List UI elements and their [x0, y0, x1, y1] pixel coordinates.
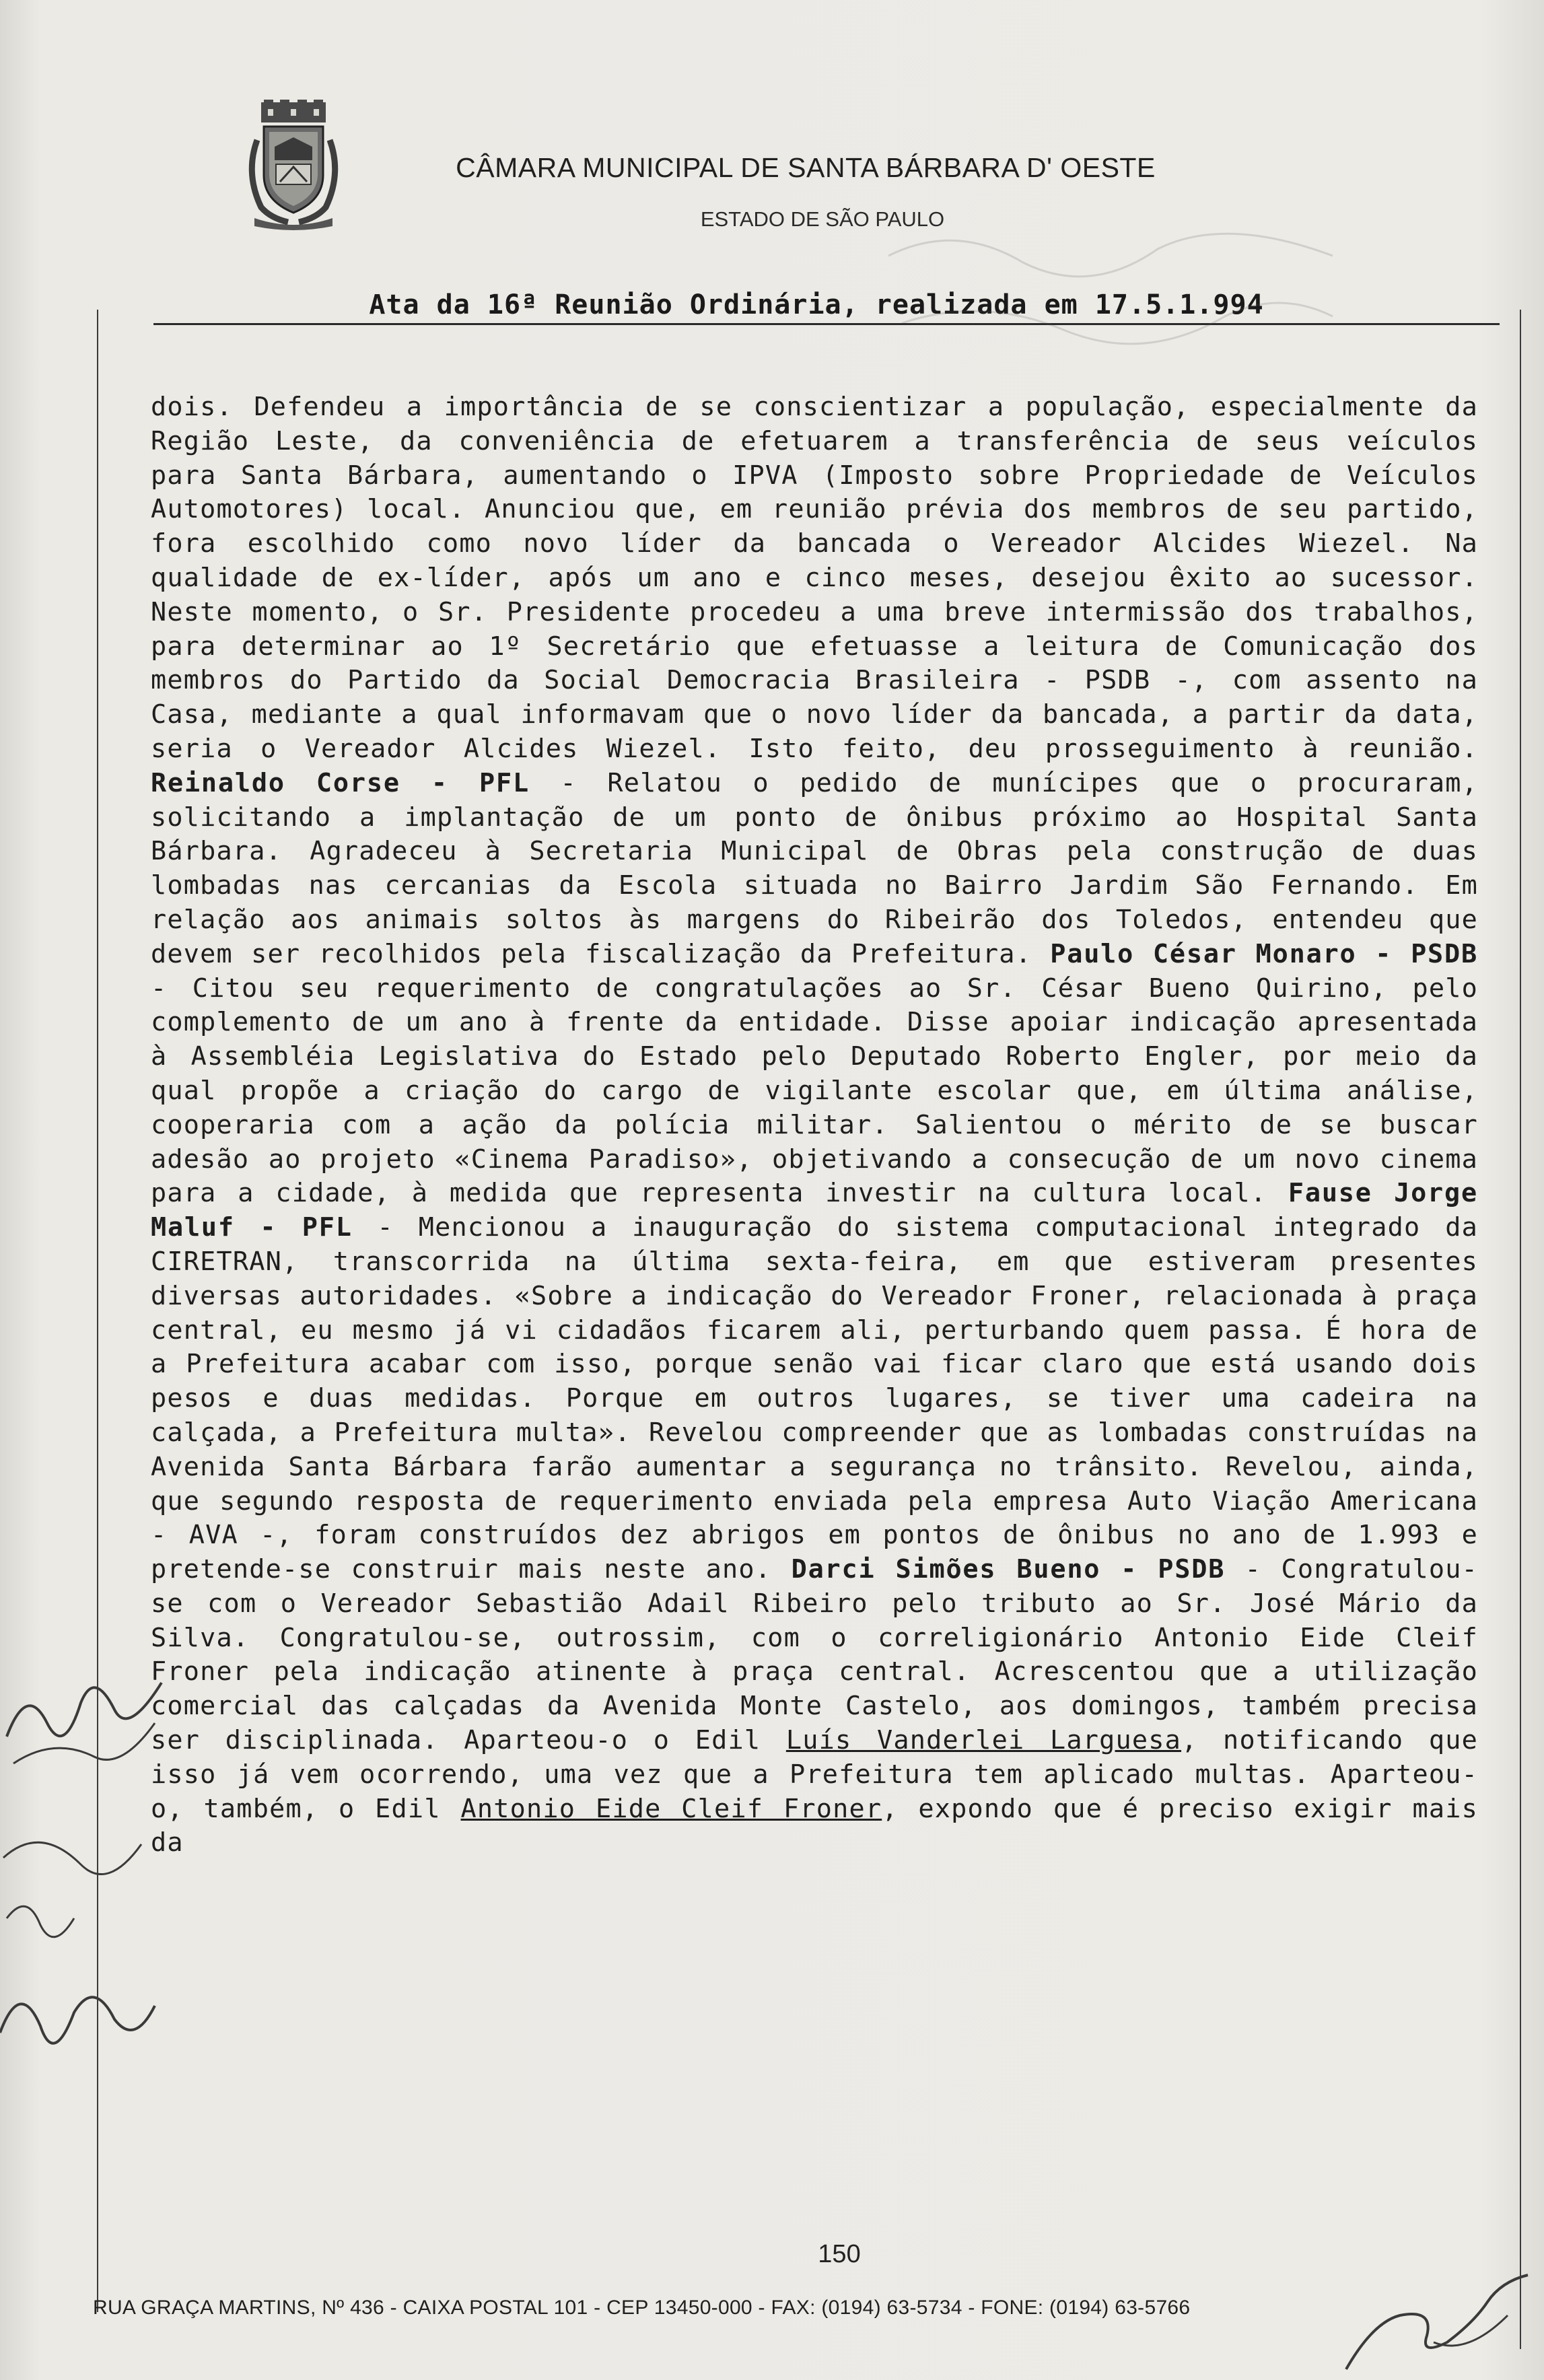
state-name: ESTADO DE SÃO PAULO [700, 207, 945, 231]
left-margin-line [97, 310, 98, 2312]
page-number: 150 [818, 2240, 861, 2268]
minutes-body [151, 390, 1478, 1860]
underlined-name: Luís Vanderlei Larguesa [785, 1725, 1182, 1756]
institution-name: CÂMARA MUNICIPAL DE SANTA BÁRBARA D' OESTE [456, 152, 1156, 183]
speaker-name: Paulo César Monaro - PSDB [1050, 938, 1478, 969]
body-segment: - Relatou o pedido de munícipes que o procuraram, solicitando a implantação de um ponto de ônibus próximo ao Hospital Santa Bárbara. Agradeceu à Secretaria Municipal de Obras pela construção de duas lombadas nas cercanias da Escola situada no Bairro Jardim São Fernando. Em relação aos animais soltos às margens do Ribeirão dos Toledos, entendeu que devem ser recolhidos pela fiscalização da Prefeitura. [151, 767, 1478, 969]
body-segment: - Mencionou a inauguração do sistema computacional integrado da CIRETRAN, transcorrida na última sexta-feira, em que estiveram presentes diversas autoridades. «Sobre a indicação do Vereador Froner, relacionada à praça central, eu mesmo já vi cidadãos ficarem ali, perturbando quem passa. É hora de a Prefeitura acabar com isso, porque senão vai ficar claro que está usando dois pesos e duas medidas. Porque em outros lugares, se tiver uma cadeira na calçada, a Prefeitura multa». Revelou compreender que as lombadas construídas na Avenida Santa Bárbara farão aumentar a segurança no trânsito. Revelou, ainda, que segundo resposta de requerimento enviada pela empresa Auto Viação Americana - AVA -, foram construídos dez abrigos em pontos de ônibus no ano de 1.993 e pretende-se construir mais neste ano. [151, 1212, 1478, 1585]
speaker-name: Reinaldo Corse - PFL [151, 767, 530, 798]
body-segment: , expondo que é preciso exigir mais da [151, 1793, 1479, 1858]
handwritten-signature-left [0, 1602, 175, 2113]
speaker-name: Fause Jorge Maluf - PFL [151, 1178, 1478, 1243]
footer-address: RUA GRAÇA MARTINS, Nº 436 - CAIXA POSTAL 101 - CEP 13450-000 - FAX: (0194) 63-5734 - FONE: (0194) 63-5766 [93, 2297, 1191, 2319]
minutes-title: Ata da 16ª Reunião Ordinária, realizada em 17.5.1.994 [369, 289, 1264, 320]
title-underline [153, 323, 1500, 325]
body-segment: - Citou seu requerimento de congratulações ao Sr. César Bueno Quirino, pelo complemento de um ano à frente da entidade. Disse apoiar indicação apresentada à Assembléia Legislativa do Estado pelo Deputado Roberto Engler, por meio da qual propõe a criação do cargo de vigilante escolar que, em última análise, cooperaria com a ação da polícia militar. Salientou o mérito de se buscar adesão ao projeto «Cinema Paradiso», objetivando a consecução de um novo cinema para a cidade, à medida que representa investir na cultura local. [151, 973, 1478, 1209]
body-segment: , notificando que isso já vem ocorrendo, uma vez que a Prefeitura tem aplicado multas. Aparteou-o, também, o Edil [151, 1725, 1478, 1824]
underlined-name: Antonio Eide Cleif Froner [460, 1793, 882, 1824]
body-segment: dois. Defendeu a importância de se conscientizar a população, especialmente da Região Leste, da conveniência de efetuarem a transferência de seus veículos para Santa Bárbara, aumentando o IPVA (Imposto sobre Propriedade de Veículos Automotores) local. Anunciou que, em reunião prévia dos membros de seu partido, fora escolhido como novo líder da bancada o Vereador Alcides Wiezel. Na qualidade de ex-líder, após um ano e cinco meses, desejou êxito ao sucessor. Neste momento, o Sr. Presidente procedeu a uma breve intermissão dos trabalhos, para determinar ao 1º Secretário que efetuasse a leitura de Comunicação dos membros do Partido da Social Democracia Brasileira - PSDB -, com assento na Casa, mediante a qual informavam que o novo líder da bancada, a partir da data, seria o Vereador Alcides Wiezel. Isto feito, deu prosseguimento à reunião. [151, 392, 1478, 764]
speaker-name: Darci Simões Bueno - PSDB [791, 1554, 1226, 1585]
body-segment: - Congratulou-se com o Vereador Sebastião Adail Ribeiro pelo tributo ao Sr. José Mário da Silva. Congratulou-se, outrossim, com o correligionário Antonio Eide Cleif Froner pela indicação atinente à praça central. Acrescentou que a utilização comercial das calçadas da Avenida Monte Castelo, aos domingos, também precisa ser disciplinada. Aparteou-o o Edil [151, 1554, 1478, 1756]
right-margin-line [1520, 310, 1521, 2349]
